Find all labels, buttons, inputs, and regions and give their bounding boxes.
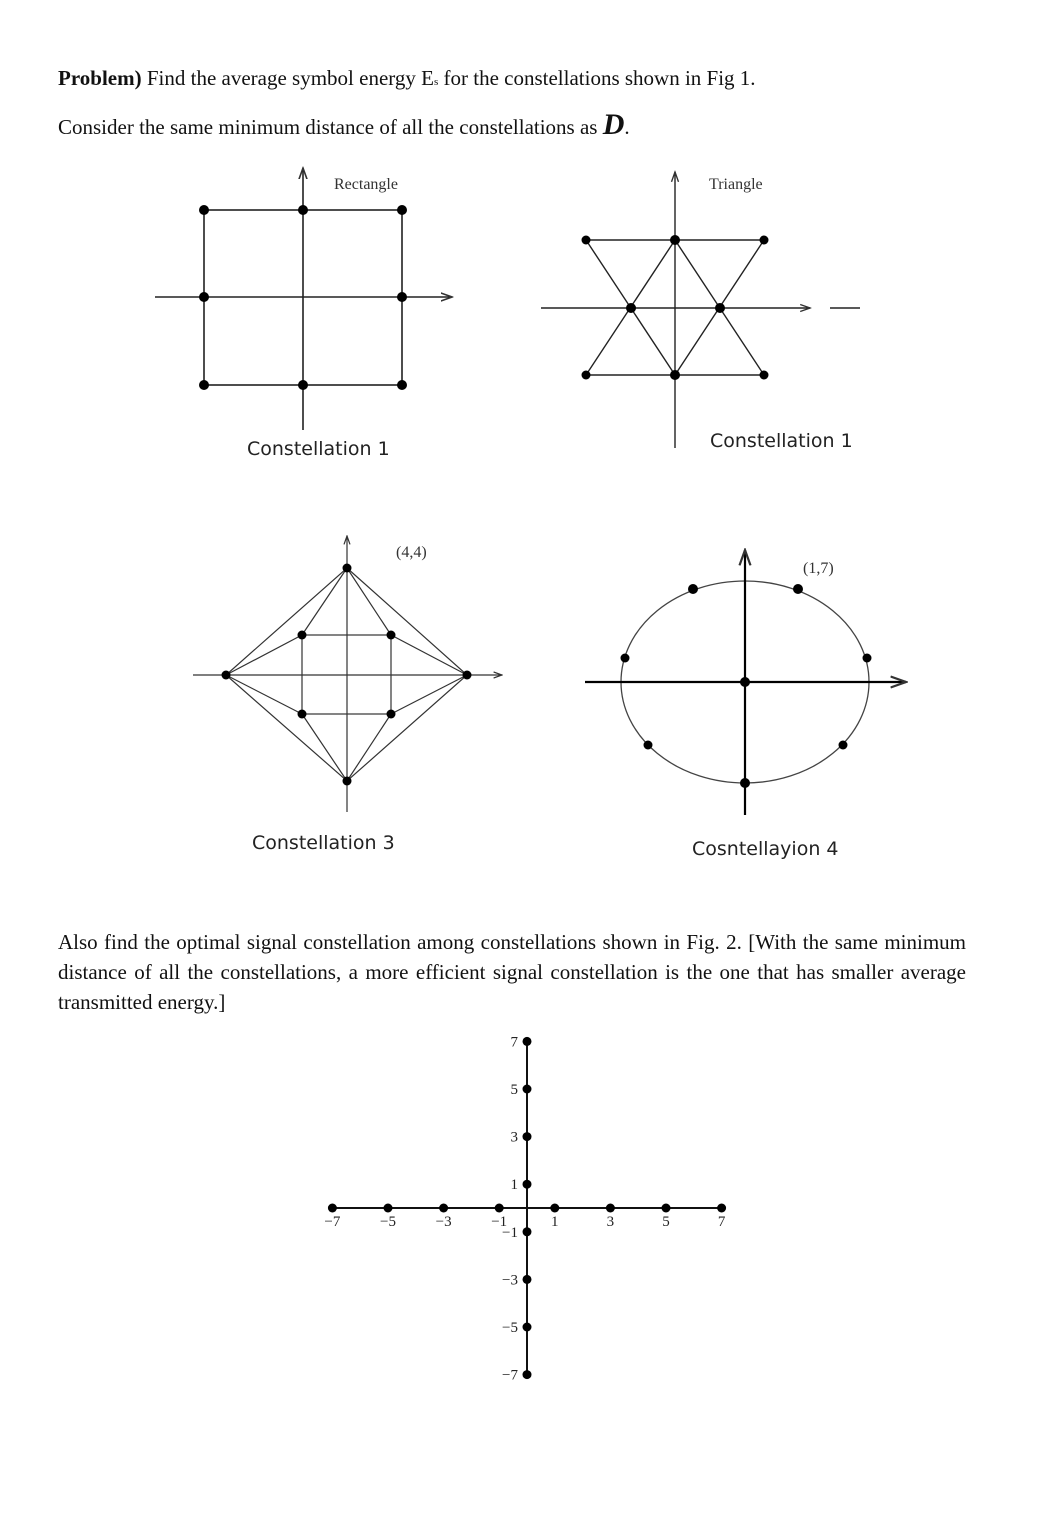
triangle-caption: Constellation 1 (710, 430, 853, 452)
tri-point (760, 236, 769, 245)
fig2-y-point (523, 1037, 532, 1046)
diamond-point (343, 777, 352, 786)
fig2-x-point (606, 1204, 615, 1213)
fig2-y-tick-label: 5 (510, 1082, 518, 1098)
circle-point (644, 741, 653, 750)
problem-text-a: Find the average symbol energy E (141, 66, 434, 90)
circle-point (863, 654, 872, 663)
fig2-y-tick-label: 1 (510, 1177, 518, 1194)
fig2-y-tick-label: −5 (502, 1320, 518, 1336)
rectangle-label: Rectangle (334, 176, 398, 193)
fig2-x-tick-label: −7 (324, 1214, 341, 1230)
triangle-label: Triangle (709, 176, 763, 193)
diamond-point (463, 671, 472, 680)
fig2-y-point (523, 1085, 532, 1094)
fig2-x-point (495, 1204, 504, 1213)
diamond-point (298, 710, 307, 719)
tri-point (582, 236, 591, 245)
tri-point (760, 371, 769, 380)
tri-point (670, 370, 680, 380)
circle-caption: Cosntellayion 4 (692, 838, 839, 860)
rect-point (199, 205, 209, 215)
fig2-y-point (523, 1275, 532, 1284)
fig2-x-tick-label: −5 (380, 1214, 396, 1230)
circle-point (688, 584, 698, 594)
circle-point-label: (1,7) (803, 560, 834, 577)
fig2-x-tick-label: 1 (551, 1214, 559, 1230)
tri-point (582, 371, 591, 380)
fig2-x-point (328, 1204, 337, 1213)
circle-point (740, 778, 750, 788)
fig2-y-point (523, 1132, 532, 1141)
fig2-y-point (523, 1323, 532, 1332)
rectangle-caption: Constellation 1 (247, 438, 390, 460)
tri-point (715, 303, 725, 313)
fig2-x-point (717, 1204, 726, 1213)
fig2-x-tick-label: −1 (491, 1214, 508, 1230)
fig2-x-tick-label: 7 (717, 1214, 726, 1230)
diamond-point (298, 631, 307, 640)
rect-point (298, 380, 308, 390)
fig2-x-point (550, 1204, 559, 1213)
rect-point (397, 205, 407, 215)
fig2-x-tick-label: −3 (435, 1214, 452, 1230)
problem-line-2-end: . (624, 115, 630, 139)
fig2-x-point (439, 1204, 448, 1213)
circle-point (839, 741, 848, 750)
circle-point (793, 584, 803, 594)
circle-point (621, 654, 630, 663)
diamond-point (387, 631, 396, 640)
diamond-point (387, 710, 396, 719)
diamond-constellation (193, 536, 502, 812)
rect-point (199, 380, 209, 390)
fig2-x-tick-label: 5 (662, 1214, 670, 1230)
question-2-paragraph: Also find the optimal signal constellation among constellations shown in Fig. 2. [With the same minimum distance of all the constellations, a more efficient signal constellation is the one that has smaller average transmitted energy.] (58, 930, 966, 1014)
energy-subscript: s (433, 76, 439, 88)
rect-point (199, 292, 209, 302)
fig2-y-tick-label: −7 (502, 1367, 518, 1384)
fig2-y-point (523, 1370, 532, 1379)
diamond-point (343, 564, 352, 573)
fig2-y-tick-label: 7 (510, 1034, 518, 1051)
problem-text-b: for the constellations shown in Fig 1. (438, 66, 756, 90)
problem-line-2-text: Consider the same minimum distance of all the constellations as (58, 115, 603, 139)
fig2-x-point (384, 1204, 393, 1213)
circle-point (740, 677, 750, 687)
tri-point (626, 303, 636, 313)
problem-label: Problem) (58, 66, 142, 90)
fig2-x-point (662, 1204, 671, 1213)
tri-point (670, 235, 680, 245)
rect-point (397, 380, 407, 390)
fig2-y-point (523, 1180, 532, 1189)
fig2-x-tick-label: 3 (606, 1214, 615, 1230)
diamond-point (222, 671, 231, 680)
diamond-caption: Constellation 3 (252, 832, 395, 854)
triangle-constellation (541, 172, 860, 448)
distance-variable: D (602, 108, 625, 141)
diamond-point-label: (4,4) (396, 544, 427, 561)
fig2-y-tick-label: 3 (510, 1129, 518, 1146)
fig2-y-point (523, 1227, 532, 1236)
rect-point (298, 205, 308, 215)
fig2-y-tick-label: −3 (502, 1272, 518, 1289)
fig2-y-tick-label: −1 (502, 1224, 518, 1241)
rect-point (397, 292, 407, 302)
